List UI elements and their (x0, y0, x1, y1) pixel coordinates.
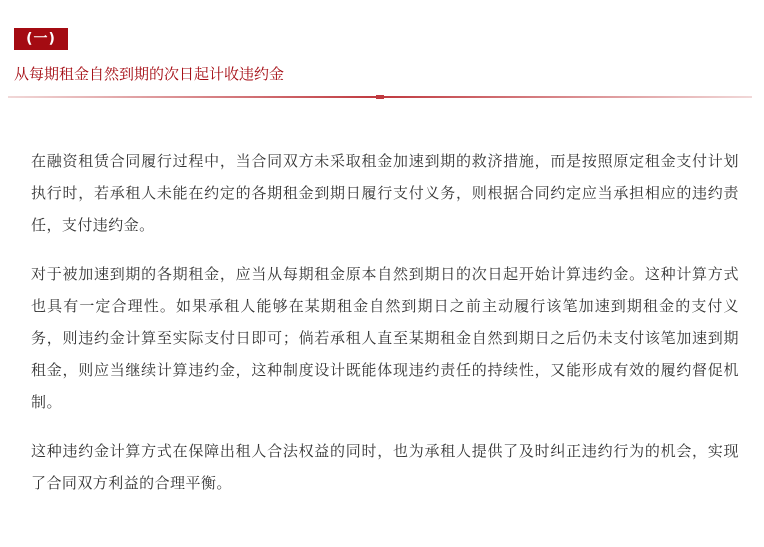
article-body (31, 145, 739, 516)
body-paragraph: 在融资租赁合同履行过程中，当合同双方未采取租金加速到期的救济措施，而是按照原定租金支付计划执行时，若承租人未能在约定的各期租金到期日履行支付义务，则根据合同约定应当承担相应的违约责任，支付违约金。 (31, 152, 739, 234)
body-paragraph: 这种违约金计算方式在保障出租人合法权益的同时，也为承租人提供了及时纠正违约行为的机会，实现了合同双方利益的合理平衡。 (31, 442, 739, 492)
body-paragraph: 对于被加速到期的各期租金，应当从每期租金原本自然到期日的次日起开始计算违约金。这种计算方式也具有一定合理性。如果承租人能够在某期租金自然到期日之前主动履行该笔加速到期租金的支付义务，则违约金计算至实际支付日即可；倘若承租人直至某期租金自然到期日之后仍未支付该笔加速到期租金，则应当继续计算违约金，这种制度设计既能体现违约责任的持续性，又能形成有效的履约督促机制。 (31, 265, 739, 411)
section-number-badge: (一) (14, 28, 68, 50)
section-heading: 从每期租金自然到期的次日起计收违约金 (14, 65, 285, 83)
heading-divider (8, 96, 752, 98)
